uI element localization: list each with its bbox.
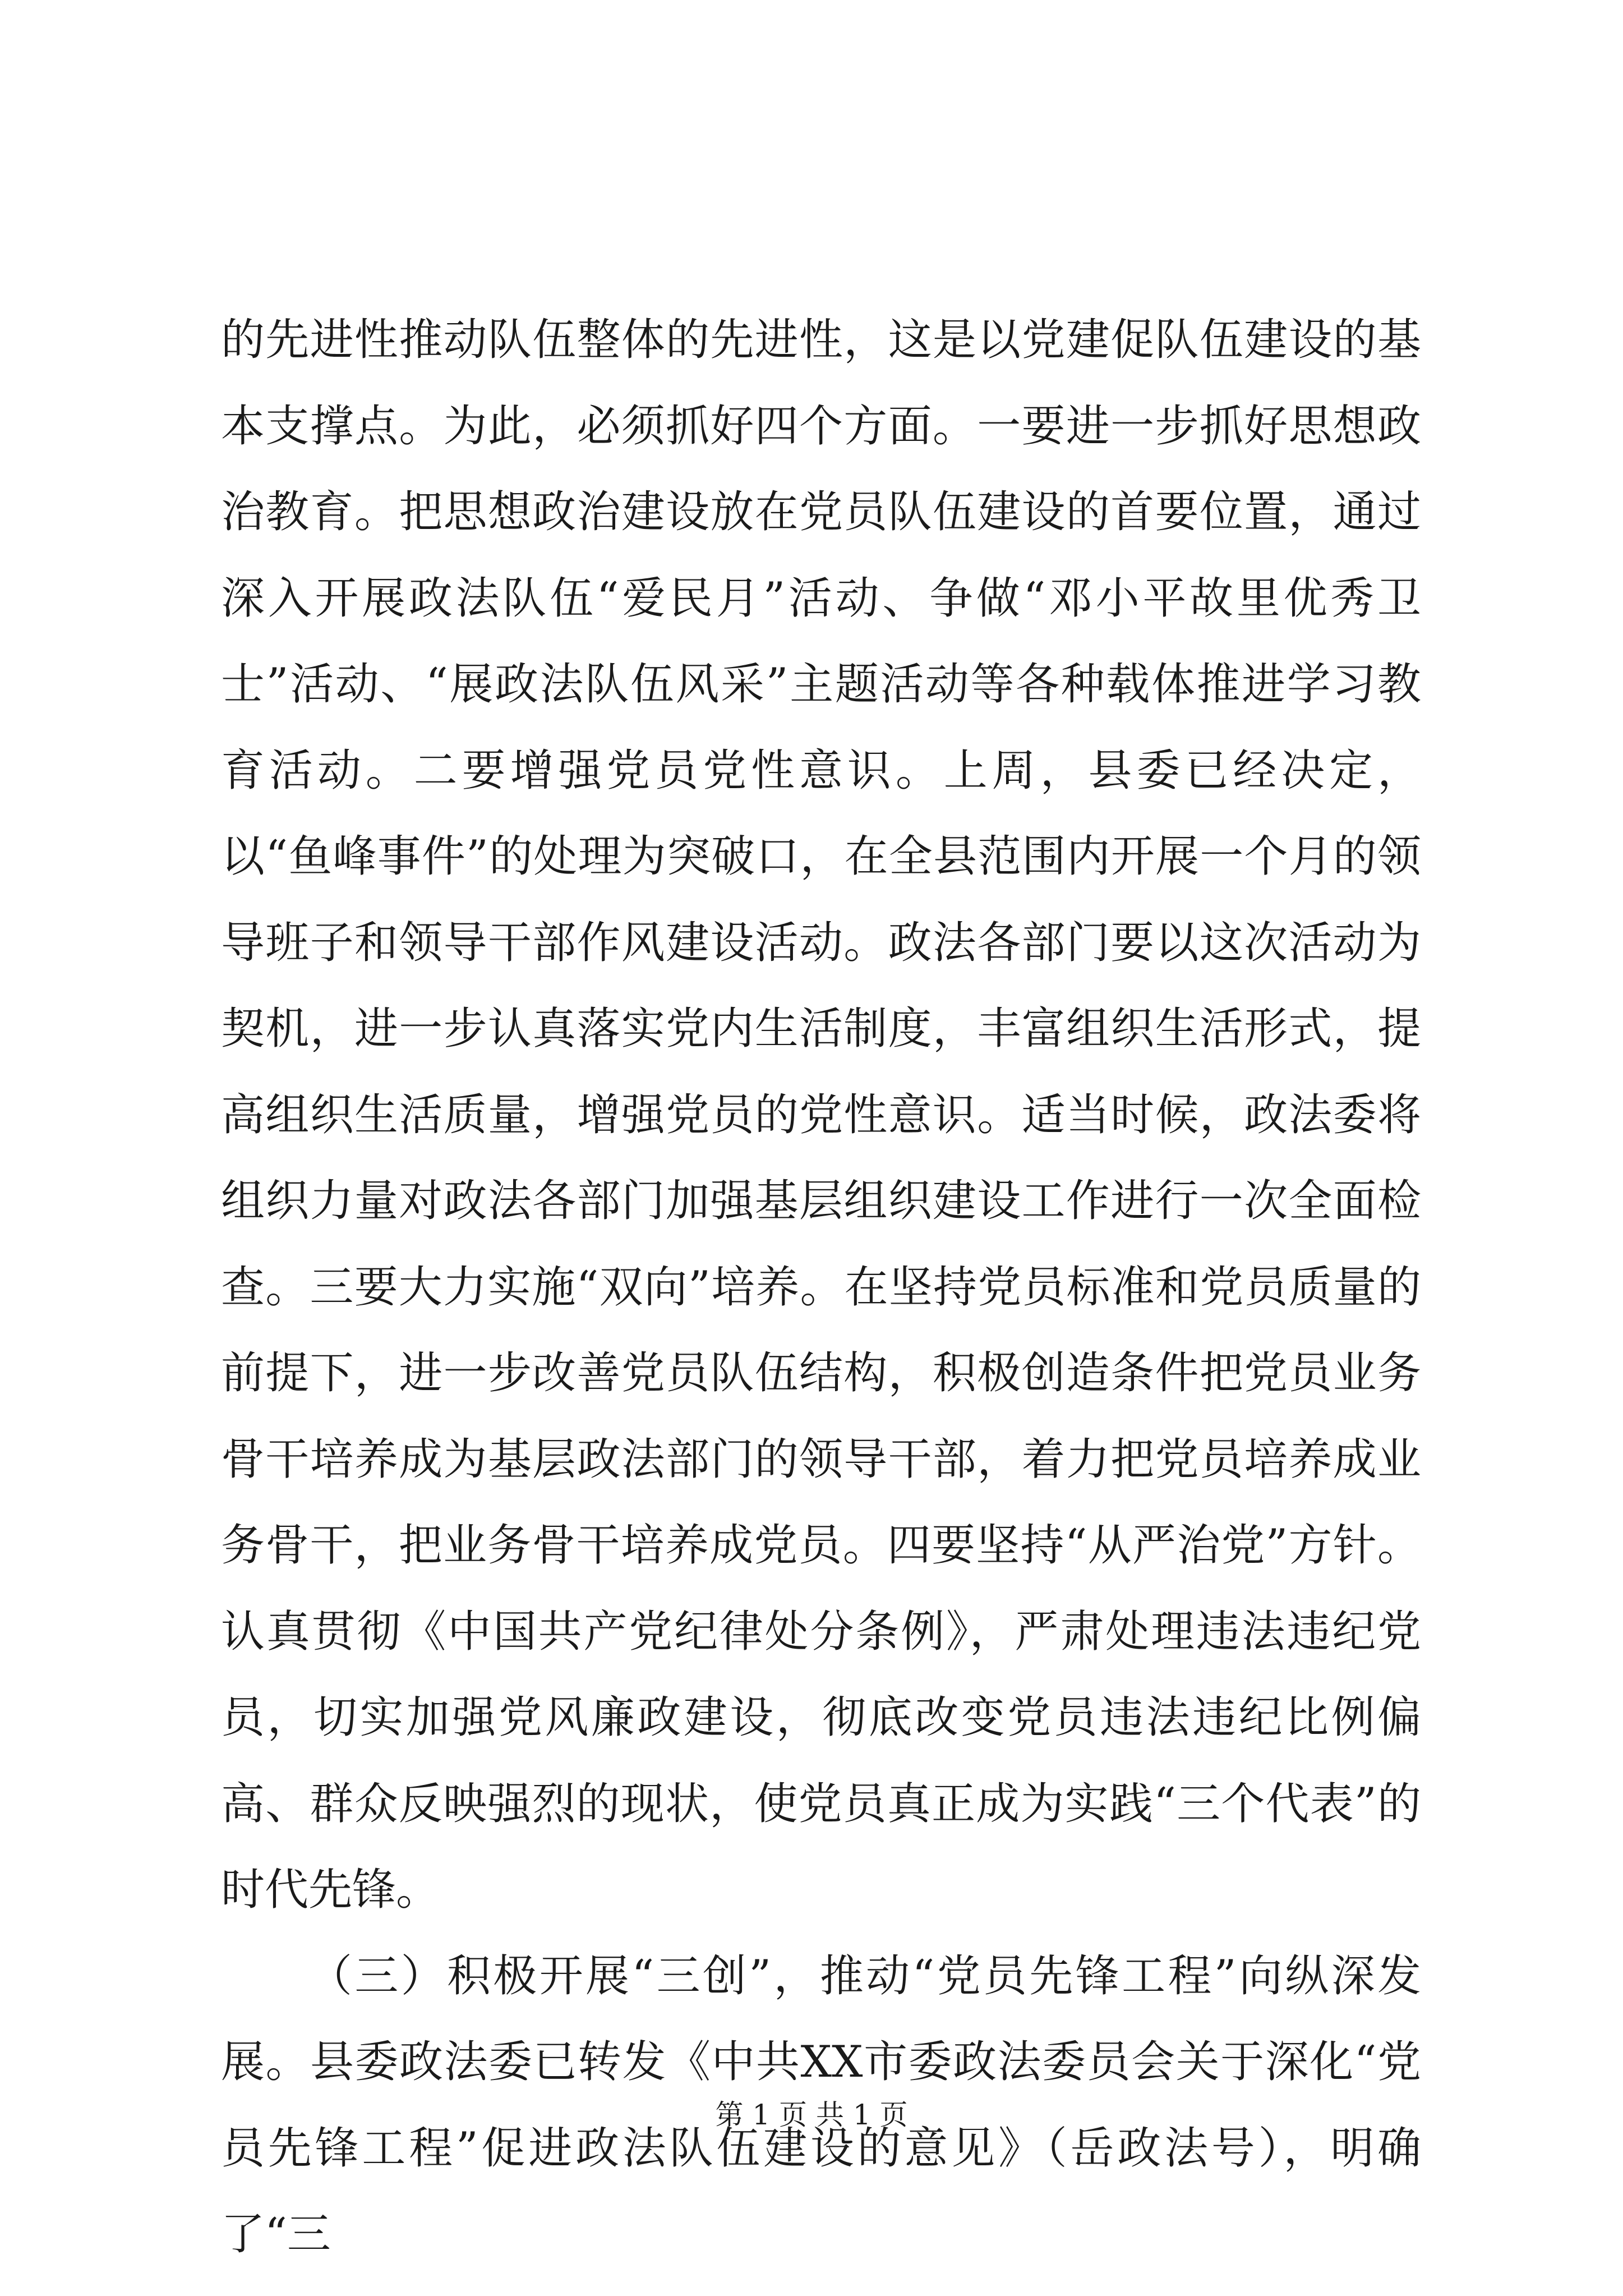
- document-body: [221, 297, 1421, 2278]
- page-footer: 第 1 页 共 1 页: [715, 2099, 908, 2131]
- paragraph-2: （三）积极开展“三创”，推动“党员先锋工程”向纵深发展。县委政法委已转发《中共XX市委政法委员会关于深化“党员先锋工程”促进政法队伍建设的意见》（岳政法号），明确了“三: [221, 1950, 1421, 2260]
- paragraph-1: 的先进性推动队伍整体的先进性，这是以党建促队伍建设的基本支撑点。为此，必须抓好四个方面。一要进一步抓好思想政治教育。把思想政治建设放在党员队伍建设的首要位置，通过深入开展政法队伍“爱民月”活动、争做“邓小平故里优秀卫士”活动、“展政法队伍风采”主题活动等各种载体推进学习教育活动。二要增强党员党性意识。上周，县委已经决定，以“鱼峰事件”的处理为突破口，在全县范围内开展一个月的领导班子和领导干部作风建设活动。政法各部门要以这次活动为契机，进一步认真落实党内生活制度，丰富组织生活形式，提高组织生活质量，增强党员的党性意识。适当时候，政法委将组织力量对政法各部门加强基层组织建设工作进行一次全面检查。三要大力实施“双向”培养。在坚持党员标准和党员质量的前提下，进一步改善党员队伍结构，积极创造条件把党员业务骨干培养成为基层政法部门的领导干部，着力把党员培养成业务骨干，把业务骨干培养成党员。四要坚持“从严治党”方针。认真贯彻《中国共产党纪律处分条例》，严肃处理违法违纪党员，切实加强党风廉政建设，彻底改变党员违法违纪比例偏高、群众反映强烈的现状，使党员真正成为实践“三个代表”的时代先锋。: [221, 315, 1421, 1915]
